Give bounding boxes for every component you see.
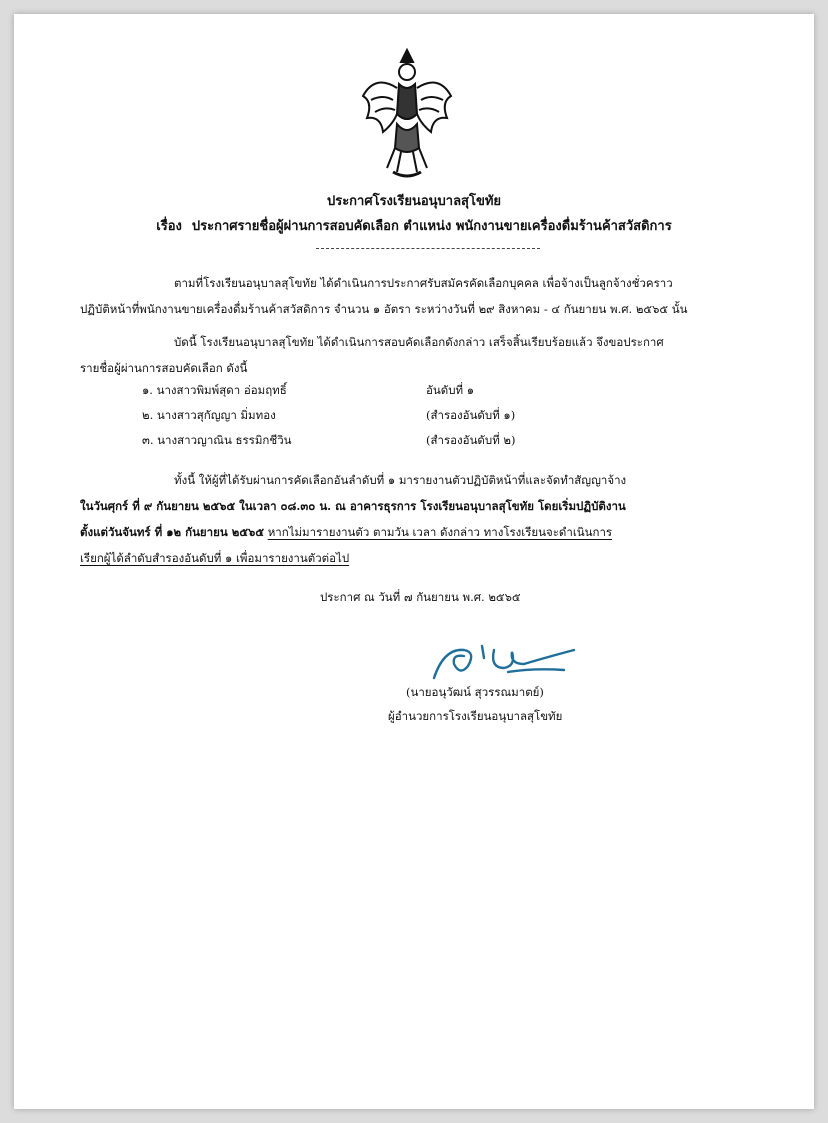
paragraph-3-line-4: เรียกผู้ได้ลำดับสำรองอันดับที่ ๑ เพื่อมารายงานตัวต่อไป: [80, 551, 350, 565]
signer-position: ผู้อำนวยการโรงเรียนอนุบาลสุโขทัย: [388, 709, 563, 723]
candidate-rank: (สำรองอันดับที่ ๑): [426, 408, 516, 422]
paragraph-2: [80, 329, 770, 381]
candidate-name: ๓. นางสาวญาณิน ธรรมิกชีวิน: [142, 433, 292, 447]
paragraph-3-line-2: ในวันศุกร์ ที่ ๙ กันยายน ๒๕๖๕ ในเวลา ๐๘.๓๐ น. ณ อาคารธุรการ โรงเรียนอนุบาลสุโขทัย โดยเริ่มปฏิบัติงาน: [80, 499, 626, 513]
paragraph-1-line-1: ตามที่โรงเรียนอนุบาลสุโขทัย ได้ดำเนินการประกาศรับสมัครคัดเลือกบุคคล เพื่อจ้างเป็นลูกจ้างชั่วคราว: [174, 276, 673, 290]
candidate-name: ๒. นางสาวสุกัญญา มิ่มทอง: [142, 408, 276, 422]
signer-name: (นายอนุวัฒน์ สุวรรณมาตย์): [406, 685, 544, 699]
candidate-rank: (สำรองอันดับที่ ๒): [426, 433, 516, 447]
announcement-date: ประกาศ ณ วันที่ ๗ กันยายน พ.ศ. ๒๕๖๕: [320, 590, 521, 604]
candidate-name: ๑. นางสาวพิมพ์สุดา อ่อมฤทธิ์: [142, 383, 287, 397]
paragraph-1: [80, 270, 770, 322]
warning-text: หากไม่มารายงานตัว ตามวัน เวลา ดังกล่าว ทางโรงเรียนจะดำเนินการ: [267, 525, 613, 539]
paragraph-2-line-2: รายชื่อผู้ผ่านการสอบคัดเลือก ดังนี้: [80, 361, 248, 375]
candidate-list: [142, 378, 642, 453]
list-item: [142, 403, 642, 428]
list-item: [142, 428, 642, 453]
paragraph-3-line-1: ทั้งนี้ ให้ผู้ที่ได้รับผ่านการคัดเลือกอันลำดับที่ ๑ มารายงานตัวปฏิบัติหน้าที่และจัดทำสัญญาจ้าง: [174, 473, 627, 487]
handwritten-signature-icon: [424, 628, 584, 688]
candidate-rank: อันดับที่ ๑: [426, 383, 475, 397]
announcement-subject: [14, 215, 814, 236]
announcement-title: ประกาศโรงเรียนอนุบาลสุโขทัย: [326, 194, 502, 209]
paragraph-2-line-1: บัดนี้ โรงเรียนอนุบาลสุโขทัย ได้ดำเนินการสอบคัดเลือกดังกล่าว เสร็จสิ้นเรียบร้อยแล้ว จึงขอประกาศ: [174, 335, 664, 349]
document-page: [14, 14, 814, 1109]
title-divider: [316, 248, 540, 249]
subject-label: เรื่อง: [156, 219, 182, 234]
paragraph-3: [80, 467, 770, 571]
paragraph-3-line-3: [80, 519, 770, 545]
garuda-emblem-icon: [357, 44, 457, 182]
start-date-text: ตั้งแต่วันจันทร์ ที่ ๑๒ กันยายน ๒๕๖๕: [80, 525, 265, 539]
subject-text: ประกาศรายชื่อผู้ผ่านการสอบคัดเลือก ตำแหน่ง พนักงานขายเครื่องดื่มร้านค้าสวัสดิการ: [191, 219, 672, 234]
paragraph-1-line-2: ปฏิบัติหน้าที่พนักงานขายเครื่องดื่มร้านค้าสวัสดิการ จำนวน ๑ อัตรา ระหว่างวันที่ ๒๙ สิงหาคม - ๔ กันยายน พ.ศ. ๒๕๖๕ นั้น: [80, 302, 688, 316]
list-item: [142, 378, 642, 403]
